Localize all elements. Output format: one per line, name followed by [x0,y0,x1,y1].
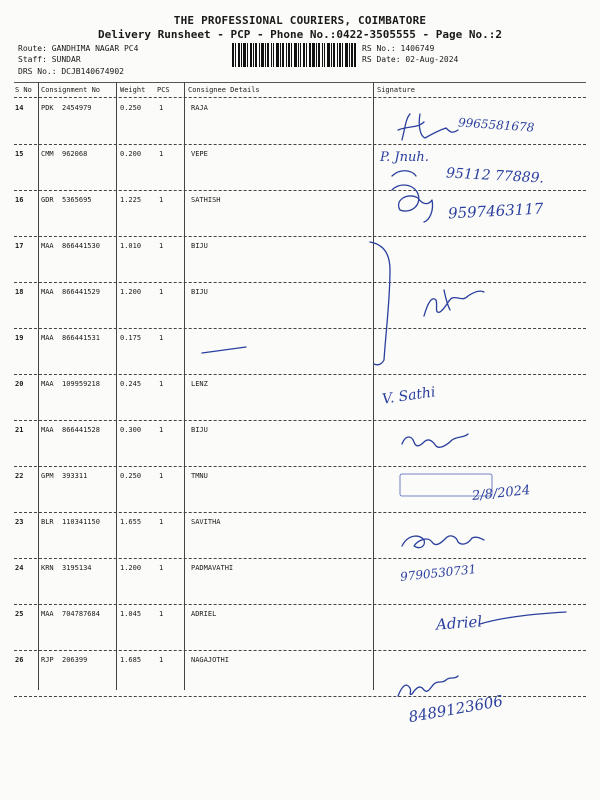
consignment-number-cell: 109959218 [62,380,100,388]
pcs-cell: 1 [159,196,164,204]
consignee-cell: ADRIEL [191,610,217,618]
consignment-number-cell: 393311 [62,472,88,480]
consignment-prefix-cell: MAA [41,288,54,296]
consignment-number-cell: 206399 [62,656,88,664]
drs-label: DRS No.: [18,67,57,76]
consignee-cell: TMNU [191,472,208,480]
col-header-weight: Weight [120,86,146,94]
staff-label: Staff: [18,55,47,64]
signature-row25-stroke [480,612,566,624]
signature-row23 [402,536,484,548]
col-header-consignee: Consignee Details [188,86,260,94]
consignment-prefix-cell: GPM [41,472,54,480]
consignee-cell: BIJU [191,288,208,296]
rs-date-label: RS Date: [362,55,401,64]
weight-cell: 0.300 [120,426,142,434]
rs-no-label: RS No.: [362,44,396,53]
consignee-cell: PADMAVATHI [191,564,234,572]
consignment-prefix-cell: KRN [41,564,54,572]
consignee-cell: RAJA [191,104,208,112]
sno-cell: 15 [15,150,24,158]
consignment-prefix-cell: PDK [41,104,54,112]
signature-row18 [424,290,484,316]
consignment-number-cell: 962068 [62,150,88,158]
weight-cell: 1.685 [120,656,142,664]
sno-cell: 17 [15,242,24,250]
sno-cell: 21 [15,426,24,434]
sno-cell: 16 [15,196,24,204]
consignment-prefix-cell: MAA [41,242,54,250]
signature-row16 [392,185,433,222]
signature-phone-row15: 95112 77889. [445,165,545,187]
consignment-prefix-cell: BLR [41,518,54,526]
signature-row19 [202,347,246,353]
weight-cell: 0.250 [120,472,142,480]
consignee-cell: BIJU [191,242,208,250]
consignee-cell: SATHISH [191,196,221,204]
signature-row15 [392,171,416,176]
signature-row22 [402,434,468,447]
weight-cell: 1.200 [120,564,142,572]
consignment-number-cell: 866441530 [62,242,100,250]
pcs-cell: 1 [159,288,164,296]
consignment-prefix-cell: RJP [41,656,54,664]
sno-cell: 19 [15,334,24,342]
pcs-cell: 1 [159,564,164,572]
sno-cell: 23 [15,518,24,526]
consignment-number-cell: 866441531 [62,334,100,342]
signature-phone-row14: 9965581678 [457,115,535,135]
weight-cell: 0.245 [120,380,142,388]
pcs-cell: 1 [159,334,164,342]
consignee-cell: VEPE [191,150,208,158]
consignment-number-cell: 866441528 [62,426,100,434]
sno-cell: 18 [15,288,24,296]
weight-cell: 0.175 [120,334,142,342]
consignee-cell: BIJU [191,426,208,434]
pcs-cell: 1 [159,242,164,250]
company-title: THE PROFESSIONAL COURIERS, COIMBATORE [173,14,427,27]
col-header-pcs: PCS [157,86,170,94]
pcs-cell: 1 [159,104,164,112]
consignment-prefix-cell: MAA [41,334,54,342]
consignee-cell: NAGAJOTHI [191,656,229,664]
signature-date-row22: 2/8/2024 [471,482,532,505]
signature-phone-row26: 8489123606 [407,691,505,727]
sno-cell: 25 [15,610,24,618]
route-label: Route: [18,44,47,53]
weight-cell: 1.010 [120,242,142,250]
signature-phone-row24: 9790530731 [399,562,477,584]
pcs-cell: 1 [159,518,164,526]
pcs-cell: 1 [159,656,164,664]
consignment-prefix-cell: MAA [41,610,54,618]
col-header-signature: Signature [377,86,415,94]
signature-name-row15: P. Jnuh. [380,150,429,165]
signature-row14 [398,114,458,140]
pcs-cell: 1 [159,610,164,618]
sno-cell: 24 [15,564,24,572]
consignment-prefix-cell: GDR [41,196,54,204]
rs-no-value: 1406749 [400,44,435,53]
consignment-number-cell: 5365695 [62,196,92,204]
signature-phone-row16: 9597463117 [447,199,544,223]
consignee-cell: LENZ [191,380,208,388]
sno-cell: 14 [15,104,24,112]
signature-row17 [370,242,390,365]
drs-value: DCJB140674902 [61,67,124,76]
consignment-number-cell: 110341150 [62,518,100,526]
rs-date-value: 02-Aug-2024 [405,55,459,64]
signature-name-row20: V. Sathi [381,384,437,408]
weight-cell: 0.250 [120,104,142,112]
weight-cell: 1.045 [120,610,142,618]
pcs-cell: 1 [159,472,164,480]
weight-cell: 1.225 [120,196,142,204]
col-header-sno: S No [15,86,32,94]
consignment-prefix-cell: CMM [41,150,54,158]
route-value: GANDHIMA NAGAR PC4 [51,44,139,53]
consignment-number-cell: 2454979 [62,104,92,112]
consignment-number-cell: 866441529 [62,288,100,296]
signature-row26 [398,676,458,696]
signature-name-row25: Adriel [435,612,483,634]
weight-cell: 1.655 [120,518,142,526]
sno-cell: 26 [15,656,24,664]
pcs-cell: 1 [159,380,164,388]
consignment-number-cell: 3195134 [62,564,92,572]
pcs-cell: 1 [159,150,164,158]
col-header-consignment: Consignment No [41,86,101,94]
consignment-number-cell: 704787684 [62,610,100,618]
consignee-cell: SAVITHA [191,518,221,526]
sno-cell: 20 [15,380,24,388]
pcs-cell: 1 [159,426,164,434]
consignment-prefix-cell: MAA [41,380,54,388]
consignment-prefix-cell: MAA [41,426,54,434]
weight-cell: 0.200 [120,150,142,158]
runsheet-subtitle: Delivery Runsheet - PCP - Phone No.:0422-3505555 - Page No.:2 [98,28,502,41]
sno-cell: 22 [15,472,24,480]
staff-value: SUNDAR [51,55,81,64]
weight-cell: 1.200 [120,288,142,296]
